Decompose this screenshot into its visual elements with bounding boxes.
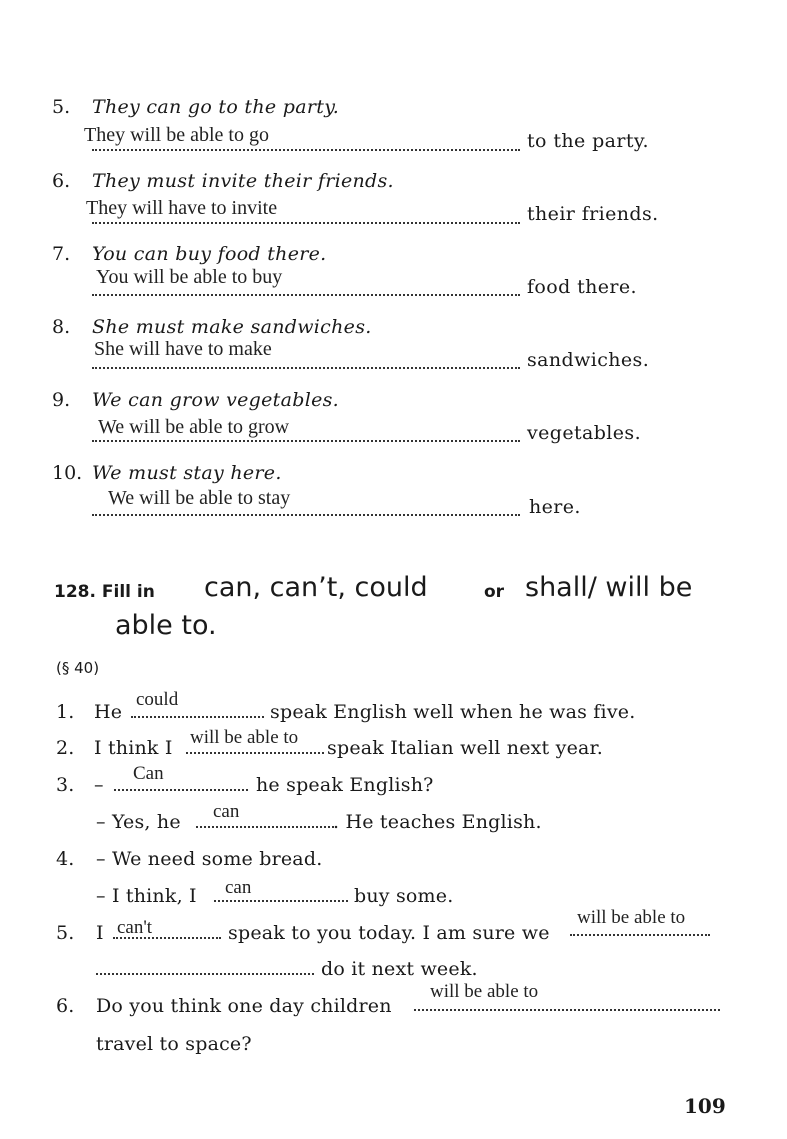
item-answer: We will be able to stay: [108, 487, 291, 509]
item-number: 10.: [52, 462, 83, 484]
item-prompt: You can buy food there.: [92, 243, 327, 265]
blank-line: [96, 973, 314, 975]
filled-answer: can't: [117, 917, 153, 938]
item-answer: We will be able to grow: [98, 416, 290, 438]
item-text: he speak English?: [256, 774, 434, 796]
filled-answer: will be able to: [190, 727, 299, 748]
item-text: –: [94, 774, 104, 796]
item-text: I think I: [94, 737, 173, 759]
item-number: 5.: [52, 96, 71, 118]
item-tail: food there.: [527, 276, 637, 298]
item-text: – Yes, he: [96, 811, 181, 833]
blank-line: [114, 789, 248, 791]
options-a: can, can’t, could: [204, 572, 428, 603]
blank-line: [186, 752, 324, 754]
item-number: 4.: [56, 848, 75, 870]
filled-answer: could: [136, 689, 179, 710]
item-text: Do you think one day children: [96, 995, 392, 1017]
item-number: 2.: [56, 737, 75, 759]
item-text: – We need some bread.: [96, 848, 323, 870]
page-number: 109: [684, 1094, 726, 1118]
item-prompt: They must invite their friends.: [92, 170, 394, 192]
filled-answer: will be able to: [577, 907, 686, 928]
item-number: 8.: [52, 316, 71, 338]
item-prompt: We can grow vegetables.: [92, 389, 340, 411]
item-number: 3.: [56, 774, 75, 796]
blank-line: [570, 934, 710, 936]
item-number: 1.: [56, 701, 75, 723]
answer-line: [92, 222, 520, 224]
exercise-number: 128.: [54, 582, 96, 602]
item-tail: vegetables.: [527, 422, 642, 444]
item-text: speak English well when he was five.: [270, 701, 636, 723]
answer-line: [92, 367, 520, 369]
item-text: He: [94, 701, 123, 723]
item-answer: You will be able to buy: [96, 266, 283, 288]
answer-line: [92, 149, 520, 151]
item-text: . He teaches English.: [333, 811, 542, 833]
instruction-fill-in: Fill in: [101, 582, 155, 602]
options-b: shall/ will be: [525, 572, 693, 603]
item-tail: their friends.: [527, 203, 659, 225]
options-line2: able to.: [115, 610, 217, 641]
item-tail: sandwiches.: [527, 349, 650, 371]
filled-answer: can: [213, 801, 240, 822]
answer-line: [92, 440, 520, 442]
item-number: 6.: [52, 170, 71, 192]
item-number: 9.: [52, 389, 71, 411]
blank-line: [196, 826, 334, 828]
item-number: 6.: [56, 995, 75, 1017]
item-text: I: [96, 922, 104, 944]
blank-line: [414, 1009, 720, 1011]
item-prompt: They can go to the party.: [92, 96, 340, 118]
item-tail: to the party.: [527, 130, 649, 152]
item-prompt: She must make sandwiches.: [92, 316, 372, 338]
item-text: – I think, I: [96, 885, 197, 907]
answer-line: [92, 514, 520, 516]
answer-line: [92, 294, 520, 296]
section-reference: (§ 40): [56, 659, 100, 677]
item-answer: She will have to make: [94, 338, 272, 360]
blank-line: [214, 900, 348, 902]
instruction-or: or: [484, 582, 505, 602]
item-number: 5.: [56, 922, 75, 944]
item-text: speak Italian well next year.: [327, 737, 603, 759]
filled-answer: can: [225, 877, 252, 898]
blank-line: [131, 716, 264, 718]
item-answer: They will be able to go: [84, 124, 269, 146]
filled-answer: will be able to: [430, 981, 539, 1002]
item-text: do it next week.: [321, 958, 478, 980]
item-text: travel to space?: [96, 1033, 252, 1055]
item-answer: They will have to invite: [86, 197, 278, 219]
blank-line: [113, 937, 221, 939]
filled-answer: Can: [133, 763, 164, 784]
item-prompt: We must stay here.: [92, 462, 282, 484]
item-tail: here.: [529, 496, 581, 518]
item-text: speak to you today. I am sure we: [228, 922, 550, 944]
item-number: 7.: [52, 243, 71, 265]
item-text: buy some.: [354, 885, 454, 907]
